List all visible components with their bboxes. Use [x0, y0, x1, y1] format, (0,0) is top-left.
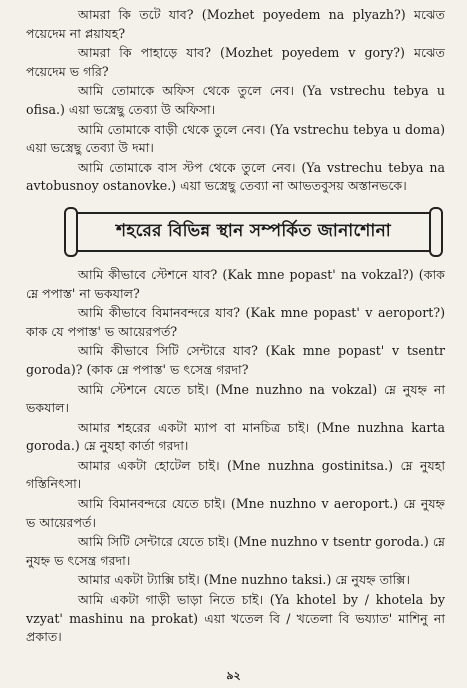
section-banner [74, 212, 433, 252]
phrase-paragraph: আমি একটা গাড়ী ভাড়া নিতে চাই। (Ya khotel by / khotela by vzyat' mashinu na prokat) এয়া খতেল বি / খতেলা বি ভয্যাত' মাশিনু না প্রকাত। [26, 592, 445, 645]
page-number: ৯২ [226, 669, 241, 682]
phrase-paragraph: আমি তোমাকে বাস স্টপ থেকে তুলে নেব। (Ya vstrechu tebya na avtobusnoy ostanovke.) এয়া ভস্ত্রেছু তেব্যা না আভতবুসয় অস্তানভকে। [26, 159, 445, 194]
phrase-paragraph: আমি কীভাবে সিটি সেন্টারে যাব? (Kak mne popast' v tsentr goroda)? (কাক ম্নে পপাস্ত' ভ ৎসেন্ত্র গরদা? [26, 343, 445, 377]
phrase-paragraph: আমরা কি পাহাড়ে যাব? (Mozhet poyedem v gory?) মঝেত পয়েদেম ভ গরি? [26, 45, 445, 79]
phrase-paragraph: আমি বিমানবন্দরে যেতে চাই। (Mne nuzhno v aeroport.) ম্নে নুযহ্ন ভ আয়েরপর্ত। [26, 496, 445, 530]
phrase-paragraph: আমার একটা ট্যাক্সি চাই। (Mne nuzhno taksi.) ম্নে নুযহ্ন তাক্সি। [78, 572, 411, 588]
phrase-paragraph: আমি সিটি সেন্টারে যেতে চাই। (Mne nuzhno v tsentr goroda.) ম্নে নুযহ্ন ভ ৎসেন্ত্র গরদা। [26, 534, 445, 568]
phrase-paragraph: আমি তোমাকে বাড়ী থেকে তুলে নেব। (Ya vstrechu tebya u doma) এয়া ভস্ত্রেছু তেব্যা উ দমা। [26, 121, 445, 156]
section-phrase-list [26, 266, 445, 647]
phrase-paragraph: আমি স্টেশনে যেতে চাই। (Mne nuzhno na vokzal) ম্নে নুযহ্ন না ভকযাল। [26, 381, 445, 416]
scroll-frame [74, 212, 433, 252]
phrase-paragraph: আমি কীভাবে বিমানবন্দরে যাব? (Kak mne popast' v aeroport?) কাক যে পপাস্ত' ভ আয়েরপর্ত? [26, 305, 445, 339]
top-phrase-list [26, 6, 445, 196]
phrase-paragraph: আমরা কি তটে যাব? (Mozhet poyedem na plyazh?) মঝেত পয়েদেম না প্লয়াযহ? [26, 7, 445, 41]
phrase-paragraph: আমার একটা হোটেল চাই। (Mne nuzhna gostinitsa.) ম্নে নুযহা গস্তিনিৎসা। [26, 457, 445, 492]
phrase-paragraph: আমি তোমাকে অফিস থেকে তুলে নেব। (Ya vstrechu tebya u ofisa.) এয়া ভস্ত্রেছু তেব্যা উ অফিসা। [26, 83, 445, 117]
phrase-paragraph: আমার শহরের একটা ম্যাপ বা মানচিত্র চাই। (Mne nuzhna karta goroda.) ম্নে নুযহা কার্তা গরদা। [26, 419, 445, 454]
section-title: শহরের বিভিন্ন স্থান সম্পর্কিত জানাশোনা [116, 220, 391, 241]
phrase-paragraph: আমি কীভাবে স্টেশনে যাব? (Kak mne popast' na vokzal?) (কাক ম্নে পপাস্ত' না ভকযাল? [26, 266, 445, 301]
